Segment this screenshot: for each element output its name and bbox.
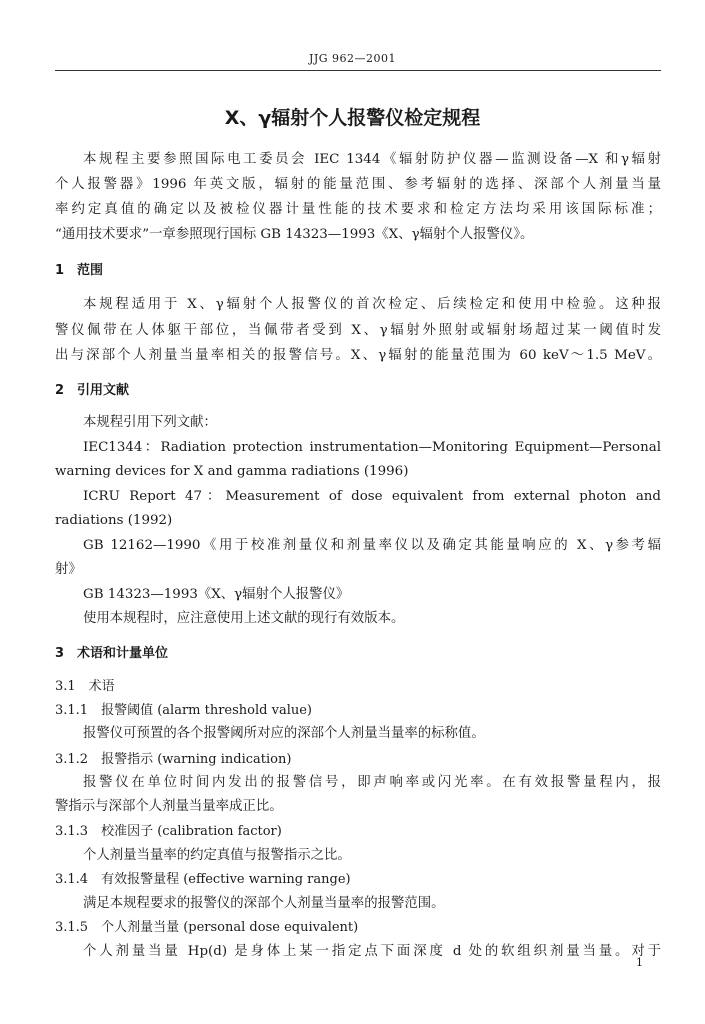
subsection-heading: 3.1 术语 [55,679,115,694]
intro-line: 个人报警器》1996 年英文版，辐射的能量范围、参考辐射的选择、深部个人剂量当量 [55,177,661,192]
running-header: JJG 962—2001 [308,52,397,65]
reference-line: GB 12162—1990《用于校准剂量仪和剂量率仪以及确定其能量响应的 X、γ参考辐 [83,538,661,553]
term-definition: 满足本规程要求的报警仪的深部个人剂量当量率的报警范围。 [83,896,445,911]
intro-line: 本规程主要参照国际电工委员会 IEC 1344《辐射防护仪器—监测设备—X 和γ辐射 [83,152,661,167]
intro-line: 率约定真值的确定以及被检仪器计量性能的技术要求和检定方法均采用该国际标准； [55,202,661,217]
scope-line: 出与深部个人剂量当量率相关的报警信号。X、γ辐射的能量范围为 60 keV～1.5 MeV。 [55,348,661,363]
term-heading: 3.1.2 报警指示 (warning indication) [55,752,292,767]
term-heading: 3.1.4 有效报警量程 (effective warning range) [55,872,351,887]
reference-line: IEC1344：Radiation protection instrumentation—Monitoring Equipment—Personal [83,440,661,455]
reference-line: warning devices for X and gamma radiations (1996) [55,464,409,479]
reference-line: radiations (1992) [55,513,173,528]
section-heading-scope: 1 范围 [55,263,104,278]
term-heading: 3.1.1 报警阈值 (alarm threshold value) [55,703,312,718]
document-title: X、γ辐射个人报警仪检定规程 [224,107,481,129]
term-definition: 报警仪在单位时间内发出的报警信号，即声响率或闪光率。在有效报警量程内，报 [83,775,661,790]
reference-line: ICRU Report 47：Measurement of dose equivalent from external photon and [83,489,661,504]
section-heading-terms: 3 术语和计量单位 [55,646,169,661]
term-definition: 个人剂量当量 Hp(d) 是身体上某一指定点下面深度 d 处的软组织剂量当量。对于 [83,944,661,959]
intro-line: “通用技术要求”一章参照现行国标 GB 14323—1993《X、γ辐射个人报警仪》。 [55,227,534,242]
scope-line: 警仪佩带在人体躯干部位，当佩带者受到 X、γ辐射外照射或辐射场超过某一阈值时发 [55,323,661,338]
reference-line: GB 14323—1993《X、γ辐射个人报警仪》 [83,587,350,602]
reference-line: 使用本规程时，应注意使用上述文献的现行有效版本。 [83,611,405,626]
scope-line: 本规程适用于 X、γ辐射个人报警仪的首次检定、后续检定和使用中检验。这种报 [83,297,661,312]
header-rule [55,70,661,71]
term-heading: 3.1.5 个人剂量当量 (personal dose equivalent) [55,920,359,935]
reference-line: 本规程引用下列文献： [83,415,217,430]
term-definition: 报警仪可预置的各个报警阈所对应的深部个人剂量当量率的标称值。 [83,726,485,741]
term-heading: 3.1.3 校准因子 (calibration factor) [55,824,282,839]
section-heading-references: 2 引用文献 [55,383,130,398]
page-number: 1 [636,956,643,969]
term-definition: 警指示与深部个人剂量当量率成正比。 [55,799,283,814]
reference-line: 射》 [55,562,82,577]
term-definition: 个人剂量当量率的约定真值与报警指示之比。 [83,848,351,863]
